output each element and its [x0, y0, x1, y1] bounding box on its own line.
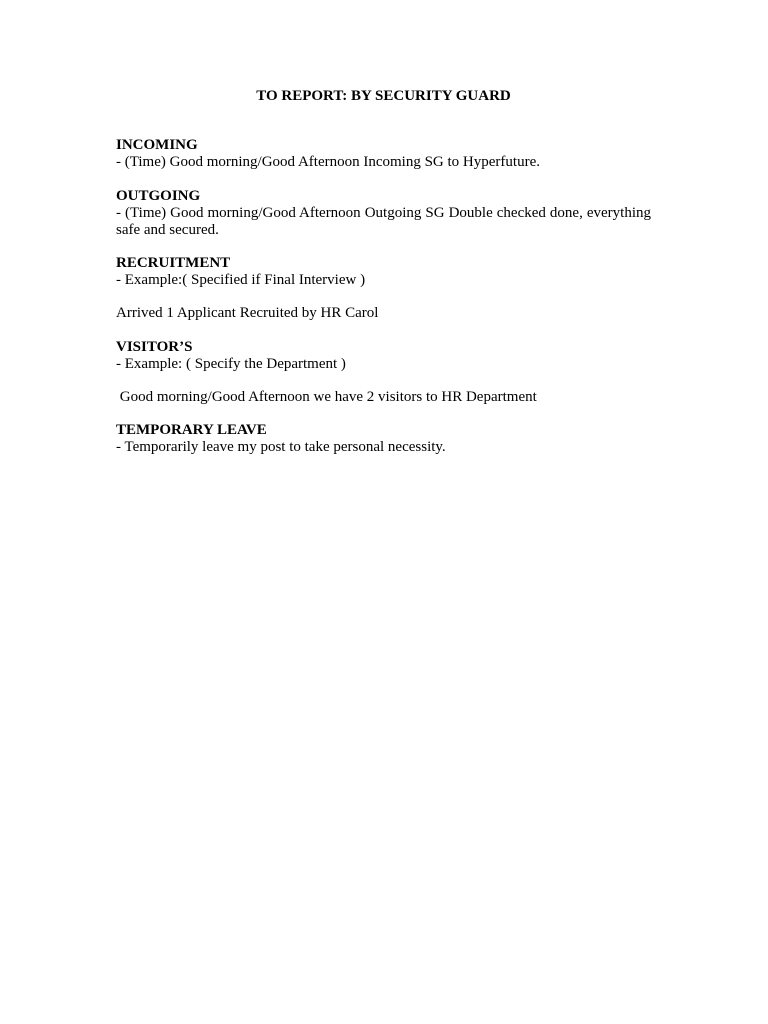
recruitment-example-text: Arrived 1 Applicant Recruited by HR Carol	[116, 305, 379, 321]
recruitment-example	[116, 305, 651, 322]
section-text-visitors: - Example: ( Specify the Department )	[116, 356, 346, 372]
section-visitors	[116, 339, 651, 373]
section-heading-temporary-leave: TEMPORARY LEAVE	[116, 422, 267, 438]
section-heading-outgoing: OUTGOING	[116, 188, 201, 204]
section-recruitment	[116, 255, 651, 289]
visitors-example	[116, 389, 651, 406]
section-heading-visitors: VISITOR’S	[116, 339, 193, 355]
section-heading-incoming: INCOMING	[116, 137, 198, 153]
visitors-example-text: Good morning/Good Afternoon we have 2 visitors to HR Department	[116, 389, 537, 405]
section-text-recruitment: - Example:( Specified if Final Interview )	[116, 272, 366, 288]
section-text-incoming: - (Time) Good morning/Good Afternoon Incoming SG to Hyperfuture.	[116, 154, 540, 170]
section-temporary-leave	[116, 422, 651, 456]
section-text-temporary-leave: - Temporarily leave my post to take personal necessity.	[116, 439, 446, 455]
document-title: TO REPORT: BY SECURITY GUARD	[256, 88, 511, 104]
section-outgoing	[116, 188, 651, 239]
section-heading-recruitment: RECRUITMENT	[116, 255, 231, 271]
section-text-outgoing: - (Time) Good morning/Good Afternoon Outgoing SG Double checked done, everything safe and secured.	[116, 205, 651, 238]
section-incoming	[116, 137, 651, 171]
